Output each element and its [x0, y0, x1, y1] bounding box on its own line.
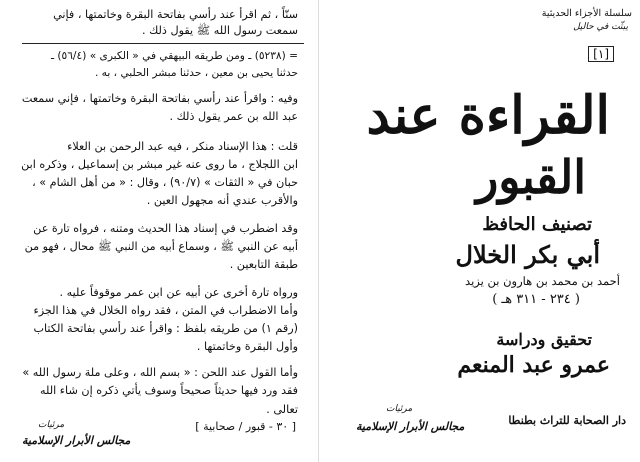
text-line: وأما الاضطراب في المتن ، فقد رواه الخلال في هذا الجزء — [33, 304, 298, 317]
stamp-top-text: مرئيات — [38, 420, 65, 430]
text-line: وقد اضطرب في إسناد هذا الحديث ومتنه ، فرواه تارة عن — [33, 222, 298, 235]
publisher-name: دار الصحابة للتراث بطنطا — [508, 414, 626, 427]
text-line: تعالى . — [266, 403, 298, 416]
footnote-separator — [22, 43, 304, 44]
series-subtitle: يبثّت في حاليل — [573, 22, 628, 32]
text-line: والأقرب عندي أنه مجهول العين . — [146, 194, 298, 207]
catchword: [ ٣٠ - قبور / صحابية ] — [195, 420, 296, 433]
text-line: وفيه : واقرأ عند رأسي بفاتحة البقرة وخاتمتها ، فإني سمعت — [21, 92, 298, 105]
stamp-top-text: مرئيات — [386, 404, 413, 414]
author-full-name: أحمد بن محمد بن هارون بن يزيد — [465, 274, 620, 288]
stamp-bottom-text: مجالس الأبرار الإسلامية — [22, 434, 131, 447]
text-line: وأول البقرة وخاتمتها . — [196, 340, 298, 353]
text-line: عبد الله بن عمر يقول ذلك . — [169, 110, 298, 123]
text-line: ابن اللجلاج ، ما روى عنه غير مبشر بن إسماعيل ، وذكره ابن — [21, 158, 298, 171]
text-line: سنّاً ، ثم اقرأ عند رأسي بفاتحة البقرة وخاتمتها ، فإني — [53, 8, 298, 21]
author-dates: ( ٢٣٤ - ٣١١ هـ ) — [492, 292, 580, 307]
text-line: وأما القول عند اللحن : « بسم الله ، وعلى ملة رسول الله » — [22, 366, 298, 379]
stamp-bottom-text: مجالس الأبرار الإسلامية — [356, 420, 465, 433]
text-line: قلت : هذا الإسناد منكر ، فيه عبد الرحمن بن العلاء — [67, 140, 298, 153]
text-line: حدثنا يحيى بن معين ، حدثنا مبشر الحلبي ، به . — [94, 67, 298, 79]
editor-name: عمرو عبد المنعم — [457, 352, 610, 378]
book-title-line-2: القبور — [476, 150, 586, 204]
text-line: ورواه تارة أخرى عن أبيه عن ابن عمر موقوفاً عليه . — [59, 286, 298, 299]
author-label: تصنيف الحافظ — [482, 214, 592, 235]
text-line: (رقم ١) من طريقه بلفظ : واقرأ عند رأسي بفاتحة الكتاب — [33, 322, 298, 335]
author-name: أبي بكر الخلال — [455, 240, 600, 269]
series-number: [١] — [588, 46, 614, 62]
title-page — [322, 0, 640, 462]
left-page — [0, 0, 318, 462]
text-line: حبان في « الثقات » (٩٠/٧) ، وقال : « من أهل الشام » ، — [32, 176, 298, 189]
text-line: = (٥٢٣٨) ـ ومن طريقه البيهقي في « الكبرى » (٥٦/٤) ـ — [50, 50, 298, 62]
book-title-line-1: القراءة عند — [366, 85, 610, 146]
text-line: فقد ورد فيها حديثاً صحيحاً وسوف يأتي ذكره إن شاء الله — [40, 384, 298, 397]
series-title: سلسلة الأجزاء الحديثية — [541, 8, 632, 19]
text-line: طبقة التابعين . — [229, 258, 298, 271]
text-line: سمعت رسول الله ﷺ يقول ذلك . — [141, 24, 298, 37]
editor-label: تحقيق ودراسة — [496, 330, 592, 349]
text-line: أبيه عن النبي ﷺ ، وسماع أبيه من النبي ﷺ محال ، فهو من — [24, 240, 298, 253]
